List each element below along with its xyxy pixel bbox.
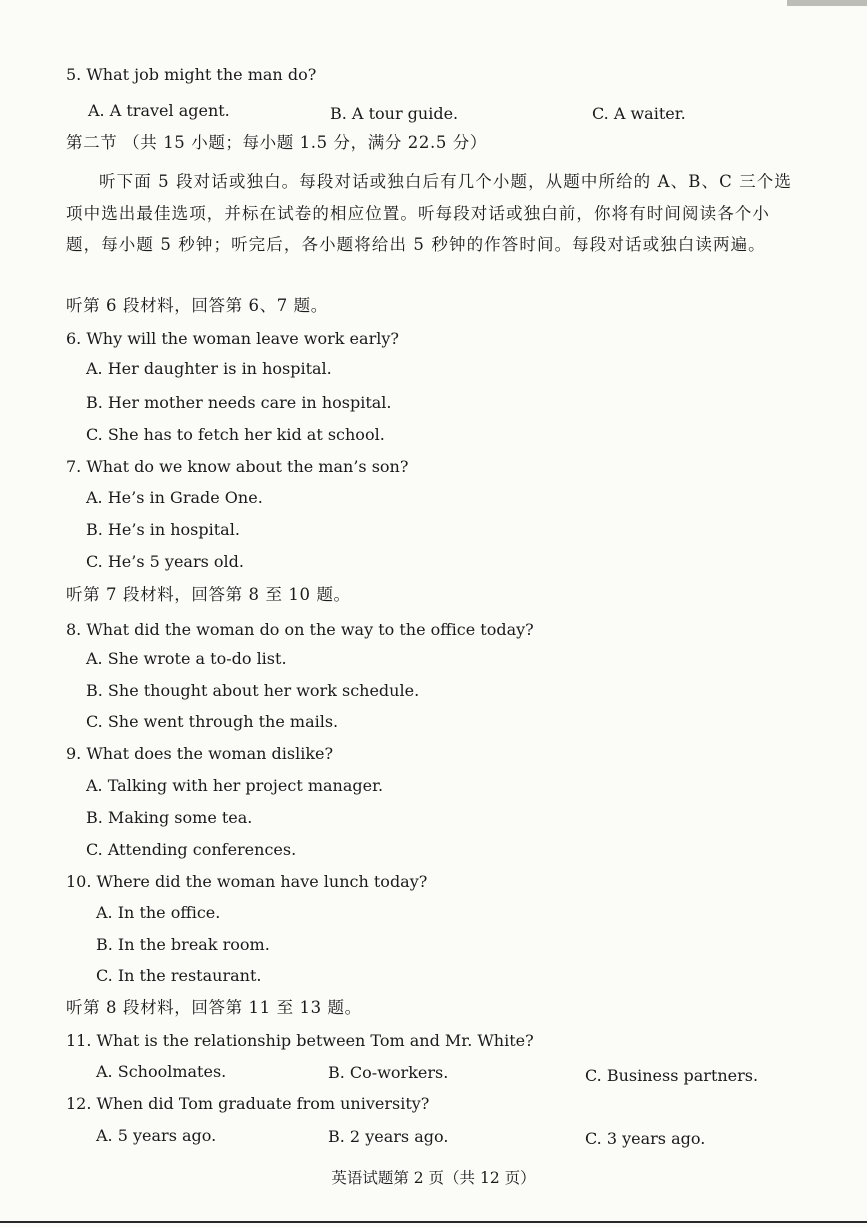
q10-option-a: A. In the office.	[96, 903, 221, 922]
q9-option-a: A. Talking with her project manager.	[86, 776, 384, 795]
q7-option-c: C. He’s 5 years old.	[86, 552, 244, 571]
question-8: 8. What did the woman do on the way to the office today?	[66, 620, 534, 639]
q9-option-b: B. Making some tea.	[86, 808, 253, 827]
q5-option-c: C. A waiter.	[592, 104, 686, 123]
question-10: 10. Where did the woman have lunch today?	[66, 872, 428, 891]
text-8-header: 听第 8 段材料，回答第 11 至 13 题。	[66, 998, 362, 1017]
q7-option-a: A. He’s in Grade One.	[86, 488, 263, 507]
text-7-header: 听第 7 段材料，回答第 8 至 10 题。	[66, 585, 351, 604]
page-footer: 英语试题第 2 页（共 12 页）	[331, 1169, 536, 1187]
q6-option-c: C. She has to fetch her kid at school.	[86, 425, 385, 444]
q12-option-a: A. 5 years ago.	[96, 1126, 217, 1145]
q8-option-b: B. She thought about her work schedule.	[86, 681, 420, 700]
question-7: 7. What do we know about the man’s son?	[66, 457, 409, 476]
scan-edge-top	[787, 0, 867, 6]
q11-option-b: B. Co-workers.	[328, 1063, 449, 1082]
q8-option-a: A. She wrote a to-do list.	[86, 649, 287, 668]
q9-option-c: C. Attending conferences.	[86, 840, 297, 859]
q12-option-b: B. 2 years ago.	[328, 1127, 449, 1146]
q10-option-c: C. In the restaurant.	[96, 966, 262, 985]
question-6: 6. Why will the woman leave work early?	[66, 329, 399, 348]
q11-option-a: A. Schoolmates.	[96, 1062, 227, 1081]
q6-option-a: A. Her daughter is in hospital.	[86, 359, 332, 378]
text-6-header: 听第 6 段材料，回答第 6、7 题。	[66, 296, 328, 315]
scan-edge-bottom	[0, 1221, 867, 1223]
q5-option-a: A. A travel agent.	[88, 101, 230, 120]
q11-option-c: C. Business partners.	[585, 1066, 759, 1085]
q7-option-b: B. He’s in hospital.	[86, 520, 240, 539]
q5-option-b: B. A tour guide.	[330, 104, 459, 123]
question-12: 12. When did Tom graduate from university?	[66, 1094, 430, 1113]
q8-option-c: C. She went through the mails.	[86, 712, 339, 731]
q12-option-c: C. 3 years ago.	[585, 1129, 706, 1148]
q10-option-b: B. In the break room.	[96, 935, 270, 954]
section-2-header: 第二节 （共 15 小题；每小题 1.5 分，满分 22.5 分）	[66, 133, 487, 152]
q6-option-b: B. Her mother needs care in hospital.	[86, 393, 392, 412]
section-2-instructions: 听下面 5 段对话或独白。每段对话或独白后有几个小题，从题中所给的 A、B、C 三个选项中选出最佳选项，并标在试卷的相应位置。听每段对话或独白前，你将有时间阅读各个小题，每小题 5 秒钟；听完后，各小题将给出 5 秒钟的作答时间。每段对话或独白读两遍。	[66, 172, 792, 254]
question-5: 5. What job might the man do?	[66, 65, 317, 84]
question-11: 11. What is the relationship between Tom and Mr. White?	[66, 1031, 534, 1050]
question-9: 9. What does the woman dislike?	[66, 744, 334, 763]
